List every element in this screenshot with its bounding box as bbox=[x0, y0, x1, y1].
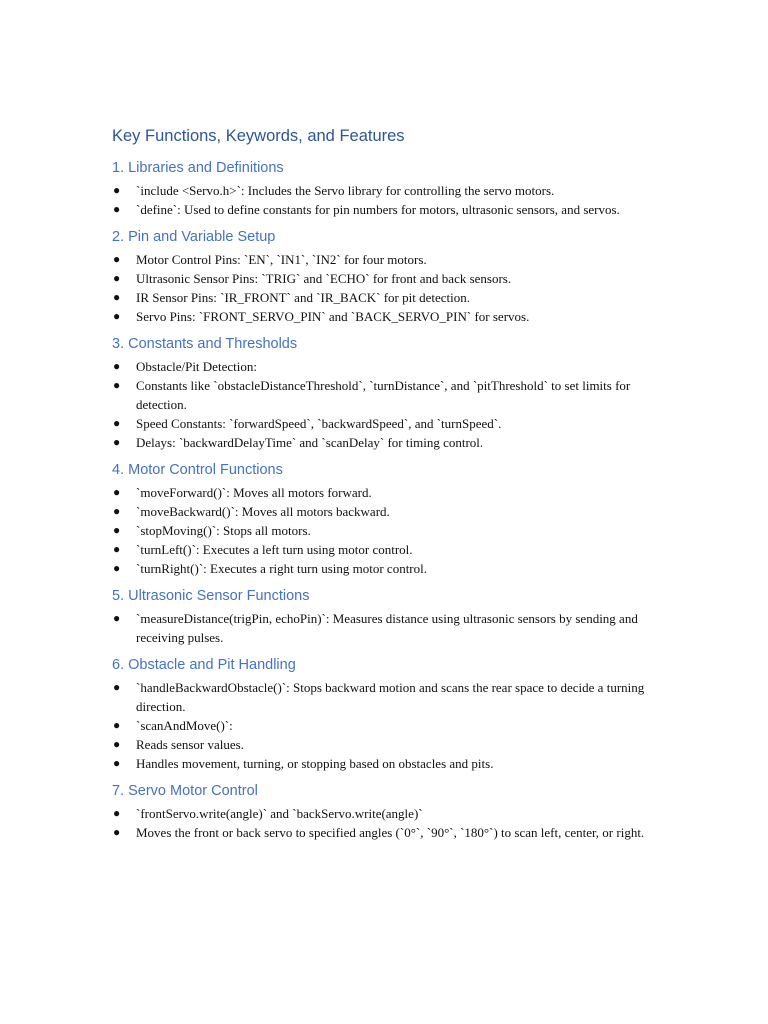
bullet-list bbox=[112, 483, 672, 578]
bullet-icon: ● bbox=[113, 290, 121, 304]
list-item-text: Handles movement, turning, or stopping based on obstacles and pits. bbox=[136, 756, 494, 771]
list-item bbox=[112, 269, 672, 288]
bullet-icon: ● bbox=[113, 378, 121, 392]
list-item-text: `stopMoving()`: Stops all motors. bbox=[136, 523, 311, 538]
list-item-text: Ultrasonic Sensor Pins: `TRIG` and `ECHO` for front and back sensors. bbox=[136, 271, 512, 286]
list-item bbox=[112, 200, 672, 219]
list-item bbox=[112, 521, 672, 540]
list-item-text: `include <Servo.h>`: Includes the Servo library for controlling the servo motors. bbox=[136, 183, 555, 198]
section bbox=[112, 655, 672, 773]
bullet-icon: ● bbox=[113, 680, 121, 694]
list-item-text: Constants like `obstacleDistanceThreshold`, `turnDistance`, and `pitThreshold` to set limits for detection. bbox=[136, 378, 631, 412]
list-item bbox=[112, 754, 672, 773]
bullet-icon: ● bbox=[113, 252, 121, 266]
list-item bbox=[112, 307, 672, 326]
bullet-list bbox=[112, 181, 672, 219]
bullet-list bbox=[112, 357, 672, 452]
bullet-list bbox=[112, 250, 672, 326]
section bbox=[112, 460, 672, 578]
list-item bbox=[112, 376, 672, 414]
document-content bbox=[112, 124, 672, 850]
bullet-icon: ● bbox=[113, 309, 121, 323]
bullet-list bbox=[112, 804, 672, 842]
list-item-text: IR Sensor Pins: `IR_FRONT` and `IR_BACK` for pit detection. bbox=[136, 290, 471, 305]
list-item-text: `turnRight()`: Executes a right turn using motor control. bbox=[136, 561, 427, 576]
bullet-icon: ● bbox=[113, 718, 121, 732]
list-item-text: Moves the front or back servo to specified angles (`0°`, `90°`, `180°`) to scan left, center, or right. bbox=[136, 825, 645, 840]
bullet-icon: ● bbox=[113, 504, 121, 518]
list-item bbox=[112, 433, 672, 452]
list-item bbox=[112, 716, 672, 735]
section-heading: 1. Libraries and Definitions bbox=[112, 160, 284, 176]
bullet-icon: ● bbox=[113, 756, 121, 770]
section bbox=[112, 586, 672, 647]
bullet-icon: ● bbox=[113, 737, 121, 751]
list-item bbox=[112, 288, 672, 307]
list-item-text: `scanAndMove()`: bbox=[136, 718, 233, 733]
list-item-text: Motor Control Pins: `EN`, `IN1`, `IN2` for four motors. bbox=[136, 252, 427, 267]
section-heading: 2. Pin and Variable Setup bbox=[112, 229, 276, 245]
bullet-icon: ● bbox=[113, 806, 121, 820]
list-item-text: Servo Pins: `FRONT_SERVO_PIN` and `BACK_SERVO_PIN` for servos. bbox=[136, 309, 530, 324]
bullet-icon: ● bbox=[113, 416, 121, 430]
list-item-text: Delays: `backwardDelayTime` and `scanDelay` for timing control. bbox=[136, 435, 484, 450]
list-item bbox=[112, 414, 672, 433]
list-item-text: Speed Constants: `forwardSpeed`, `backwardSpeed`, and `turnSpeed`. bbox=[136, 416, 502, 431]
section-heading: 3. Constants and Thresholds bbox=[112, 336, 298, 352]
list-item bbox=[112, 678, 672, 716]
list-item bbox=[112, 804, 672, 823]
bullet-icon: ● bbox=[113, 542, 121, 556]
list-item-text: `handleBackwardObstacle()`: Stops backward motion and scans the rear space to decide a turning direction. bbox=[136, 680, 645, 714]
list-item bbox=[112, 250, 672, 269]
list-item-text: `turnLeft()`: Executes a left turn using motor control. bbox=[136, 542, 413, 557]
bullet-icon: ● bbox=[113, 825, 121, 839]
list-item-text: `define`: Used to define constants for pin numbers for motors, ultrasonic sensors, and servos. bbox=[136, 202, 620, 217]
section bbox=[112, 227, 672, 326]
list-item-text: `moveBackward()`: Moves all motors backward. bbox=[136, 504, 390, 519]
list-item bbox=[112, 181, 672, 200]
section bbox=[112, 158, 672, 219]
list-item bbox=[112, 609, 672, 647]
bullet-list bbox=[112, 678, 672, 773]
list-item bbox=[112, 559, 672, 578]
list-item bbox=[112, 502, 672, 521]
bullet-icon: ● bbox=[113, 271, 121, 285]
list-item bbox=[112, 735, 672, 754]
list-item bbox=[112, 483, 672, 502]
list-item bbox=[112, 540, 672, 559]
list-item bbox=[112, 823, 672, 842]
list-item-text: `measureDistance(trigPin, echoPin)`: Measures distance using ultrasonic sensors by sending and receiving pulses. bbox=[136, 611, 638, 645]
bullet-icon: ● bbox=[113, 523, 121, 537]
section bbox=[112, 781, 672, 842]
bullet-list bbox=[112, 609, 672, 647]
list-item-text: `moveForward()`: Moves all motors forward. bbox=[136, 485, 372, 500]
section-heading: 6. Obstacle and Pit Handling bbox=[112, 657, 296, 673]
bullet-icon: ● bbox=[113, 485, 121, 499]
list-item-text: `frontServo.write(angle)` and `backServo.write(angle)` bbox=[136, 806, 423, 821]
section-heading: 5. Ultrasonic Sensor Functions bbox=[112, 588, 310, 604]
bullet-icon: ● bbox=[113, 359, 121, 373]
section bbox=[112, 334, 672, 452]
document-title: Key Functions, Keywords, and Features bbox=[112, 127, 405, 145]
bullet-icon: ● bbox=[113, 611, 121, 625]
bullet-icon: ● bbox=[113, 183, 121, 197]
list-item-text: Reads sensor values. bbox=[136, 737, 244, 752]
section-heading: 4. Motor Control Functions bbox=[112, 462, 283, 478]
bullet-icon: ● bbox=[113, 202, 121, 216]
bullet-icon: ● bbox=[113, 561, 121, 575]
list-item-text: Obstacle/Pit Detection: bbox=[136, 359, 257, 374]
bullet-icon: ● bbox=[113, 435, 121, 449]
section-heading: 7. Servo Motor Control bbox=[112, 783, 258, 799]
list-item bbox=[112, 357, 672, 376]
sections-container bbox=[112, 158, 672, 842]
